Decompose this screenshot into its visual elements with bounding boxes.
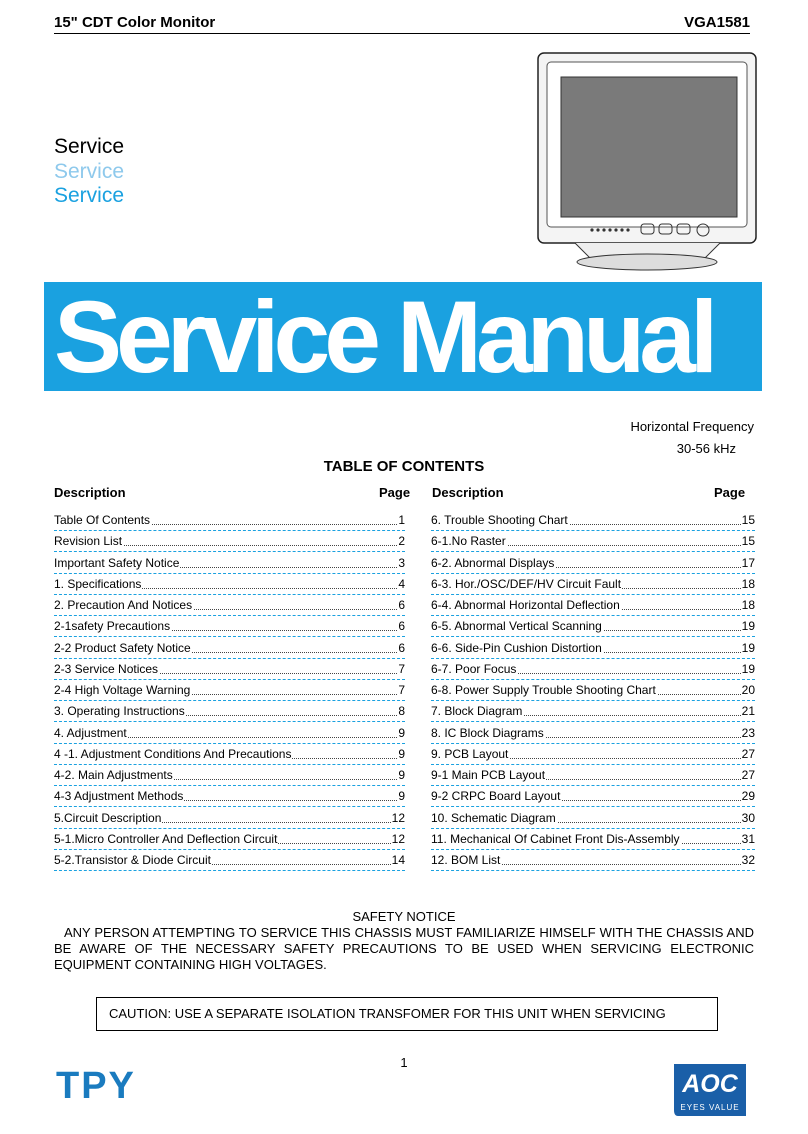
toc-entry[interactable] xyxy=(54,829,405,850)
toc-entry-page: 7 xyxy=(398,683,405,697)
toc-entry[interactable] xyxy=(431,616,755,637)
toc-entry-label: 10. Schematic Diagram xyxy=(431,810,556,825)
toc-entry-label: 6-6. Side-Pin Cushion Distortion xyxy=(431,640,602,655)
toc-entry-page: 19 xyxy=(741,661,755,676)
toc-entry[interactable] xyxy=(431,531,755,552)
toc-title: TABLE OF CONTENTS xyxy=(323,458,485,475)
toc-entry[interactable] xyxy=(431,723,755,744)
toc-entry-page: 30 xyxy=(741,810,755,825)
toc-entry-page: 4 xyxy=(398,576,405,591)
toc-entry-label: 3. Operating Instructions xyxy=(54,704,185,719)
frequency-label: Horizontal Frequency xyxy=(630,419,754,434)
toc-entry-page: 19 xyxy=(741,619,755,634)
toc-entry-page: 17 xyxy=(741,555,755,570)
toc-entry-label: 6-3. Hor./OSC/DEF/HV Circuit Fault xyxy=(431,576,622,591)
toc-entry-page: 15 xyxy=(741,534,755,549)
toc-entry-page: 31 xyxy=(741,831,755,846)
safety-notice-body: ANY PERSON ATTEMPTING TO SERVICE THIS CHASSIS MUST FAMILIARIZE HIMSELF WITH THE CHASSIS AND BE AWARE OF THE NECESSARY SAFETY PRECAUTIONS TO BE USED WHEN SERVICING ELECTRONIC EQUIPMENT CONTAINING HIGH VOLTAGES. xyxy=(54,925,754,972)
toc-entry-page: 21 xyxy=(741,704,755,719)
toc-entry-page: 8 xyxy=(398,704,405,719)
toc-entry[interactable] xyxy=(431,595,755,616)
toc-entry-label: 6-1.No Raster xyxy=(431,534,506,549)
frequency-value: 30-56 kHz xyxy=(676,441,736,456)
toc-entry-label: 4. Adjustment xyxy=(54,725,127,740)
toc-entry[interactable] xyxy=(431,574,755,595)
toc-entry-label: 6-5. Abnormal Vertical Scanning xyxy=(431,619,602,634)
toc-entry[interactable] xyxy=(54,786,405,807)
banner-word-manual: Manual xyxy=(396,282,713,391)
toc-entry[interactable] xyxy=(431,659,755,680)
toc-entry-page: 19 xyxy=(741,640,755,655)
toc-entry[interactable] xyxy=(431,744,755,765)
caution-text: CAUTION: USE A SEPARATE ISOLATION TRANSFOMER FOR THIS UNIT WHEN SERVICING xyxy=(109,1006,666,1021)
toc-entry[interactable] xyxy=(431,553,755,574)
toc-entry[interactable] xyxy=(54,744,405,765)
toc-entry-label: 9-1 Main PCB Layout xyxy=(431,768,546,782)
toc-entry-page: 7 xyxy=(398,661,405,676)
toc-entry-page: 20 xyxy=(741,683,755,697)
toc-entry-label: 12. BOM List xyxy=(431,853,501,867)
toc-entry[interactable] xyxy=(54,680,405,701)
toc-left-page-header: Page xyxy=(379,485,411,500)
toc-entry-page: 6 xyxy=(398,619,405,634)
toc-entry-label: 2. Precaution And Notices xyxy=(54,598,193,612)
toc-entry[interactable] xyxy=(54,616,405,637)
toc-entry-label: 9-2 CRPC Board Layout xyxy=(431,789,561,804)
toc-entry-label: 6. Trouble Shooting Chart xyxy=(431,513,568,527)
toc-entry[interactable] xyxy=(431,765,755,786)
toc-entry[interactable] xyxy=(54,531,405,552)
toc-entry-page: 9 xyxy=(398,789,405,804)
model-title: 15" CDT Color Monitor xyxy=(54,14,216,31)
toc-entry-page: 9 xyxy=(398,746,405,761)
svg-text:EYES VALUE: EYES VALUE xyxy=(680,1103,740,1112)
toc-entry[interactable] xyxy=(54,701,405,722)
toc-entry[interactable] xyxy=(54,574,405,595)
caution-box xyxy=(96,997,718,1031)
page-number: 1 xyxy=(400,1055,408,1070)
toc-entry-label: 7. Block Diagram xyxy=(431,704,523,719)
toc-entry-label: 11. Mechanical Of Cabinet Front Dis-Assembly xyxy=(431,831,680,846)
toc-entry-page: 14 xyxy=(391,853,405,867)
toc-entry-page: 3 xyxy=(398,555,405,570)
service-label-1: Service xyxy=(54,135,125,158)
toc-entry-label: Revision List xyxy=(54,534,123,549)
toc-entry-label: 6-2. Abnormal Displays xyxy=(431,555,555,570)
toc-entry-label: Important Safety Notice xyxy=(54,555,180,570)
toc-entry[interactable] xyxy=(431,701,755,722)
toc-entry-label: 9. PCB Layout xyxy=(431,746,509,761)
header-rule xyxy=(54,33,750,34)
toc-entry[interactable] xyxy=(54,723,405,744)
toc-right-page-header: Page xyxy=(714,485,746,500)
toc-entry[interactable] xyxy=(54,510,405,531)
toc-entry-page: 23 xyxy=(741,725,755,740)
toc-left-description-header: Description xyxy=(54,485,126,500)
toc-entry-label: 6-4. Abnormal Horizontal Deflection xyxy=(431,598,620,612)
toc-entry[interactable] xyxy=(431,829,755,850)
safety-notice-title: SAFETY NOTICE xyxy=(352,909,456,924)
toc-entry-label: 6-8. Power Supply Trouble Shooting Chart xyxy=(431,683,656,697)
aoc-logo xyxy=(668,1060,752,1126)
toc-entry[interactable] xyxy=(54,659,405,680)
toc-entry-page: 18 xyxy=(741,598,755,612)
service-manual-banner xyxy=(44,282,762,391)
service-label-2: Service xyxy=(54,160,125,183)
toc-right-description-header: Description xyxy=(432,485,504,500)
toc-entry-page: 2 xyxy=(398,534,405,549)
toc-entry[interactable] xyxy=(54,765,405,786)
toc-entry-page: 18 xyxy=(741,576,755,591)
toc-entry[interactable] xyxy=(431,786,755,807)
toc-entry[interactable] xyxy=(54,808,405,829)
toc-entry-label: 4-2. Main Adjustments xyxy=(54,768,173,782)
toc-entry-page: 27 xyxy=(741,768,755,782)
toc-entry-page: 9 xyxy=(398,725,405,740)
toc-entry-label: 5-1.Micro Controller And Deflection Circuit xyxy=(54,831,278,846)
toc-entry-page: 15 xyxy=(741,513,755,527)
toc-entry-page: 32 xyxy=(741,853,755,867)
toc-entry-underline xyxy=(54,870,405,871)
toc-entry-label: 5.Circuit Description xyxy=(54,810,162,825)
service-label-3: Service xyxy=(54,184,125,207)
toc-entry-label: 4 -1. Adjustment Conditions And Precautions xyxy=(54,746,292,761)
toc-entry-label: 8. IC Block Diagrams xyxy=(431,725,544,740)
toc-entry-label: 1. Specifications xyxy=(54,576,142,591)
toc-entry-label: Table Of Contents xyxy=(54,513,151,527)
tpy-logo: TPY xyxy=(56,1065,136,1107)
toc-entry-page: 1 xyxy=(398,513,405,527)
toc-entry[interactable] xyxy=(54,638,405,659)
toc-entry-page: 12 xyxy=(391,810,405,825)
toc-entry[interactable] xyxy=(431,680,755,701)
toc-entry[interactable] xyxy=(431,510,755,531)
toc-entry-page: 12 xyxy=(391,831,405,846)
toc-entry-label: 2-4 High Voltage Warning xyxy=(54,683,191,697)
toc-entry-label: 6-7. Poor Focus xyxy=(431,661,517,676)
toc-entry-page: 29 xyxy=(741,789,755,804)
toc-entry-underline xyxy=(431,870,755,871)
toc-entry-label: 2-1safety Precautions xyxy=(54,619,171,634)
crt-monitor-icon xyxy=(535,50,760,275)
svg-text:AOC: AOC xyxy=(682,1070,738,1098)
toc-entry-label: 4-3 Adjustment Methods xyxy=(54,789,184,804)
toc-entry[interactable] xyxy=(431,808,755,829)
toc-entry[interactable] xyxy=(431,638,755,659)
toc-entry-page: 6 xyxy=(398,598,405,612)
toc-entry-page: 6 xyxy=(398,640,405,655)
toc-entry-label: 2-3 Service Notices xyxy=(54,661,159,676)
toc-entry[interactable] xyxy=(54,595,405,616)
toc-entry-page: 9 xyxy=(398,768,405,782)
toc-entry[interactable] xyxy=(54,850,405,871)
toc-entry-page: 27 xyxy=(741,746,755,761)
toc-entry-label: 5-2.Transistor & Diode Circuit xyxy=(54,853,211,867)
toc-entry[interactable] xyxy=(431,850,755,871)
model-code: VGA1581 xyxy=(684,14,750,31)
banner-word-service: Service xyxy=(54,282,375,391)
toc-entry[interactable] xyxy=(54,553,405,574)
toc-entry-label: 2-2 Product Safety Notice xyxy=(54,640,191,655)
